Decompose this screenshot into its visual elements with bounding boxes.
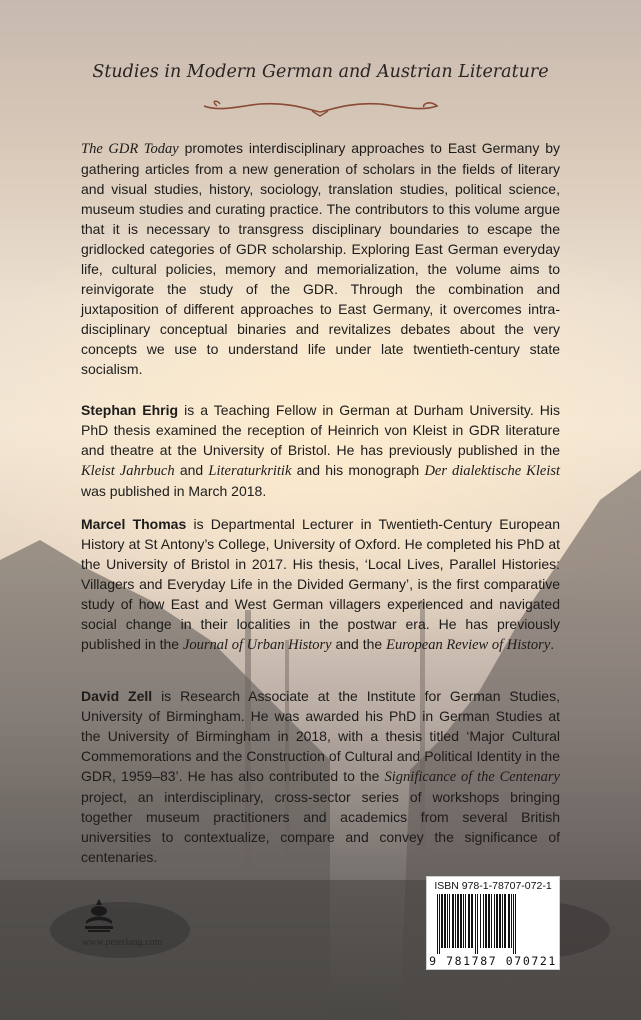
barcode-bar — [494, 894, 495, 948]
barcode-bar — [480, 894, 481, 948]
barcode-bar — [502, 894, 503, 948]
monograph-title: Der dialektische Kleist — [424, 463, 561, 479]
barcode-bar — [508, 894, 510, 948]
publication-title: European Review of History — [386, 637, 551, 653]
bio-text: and — [174, 462, 209, 478]
book-description — [81, 138, 560, 379]
barcode-bar — [485, 894, 487, 948]
barcode-bar — [447, 894, 448, 948]
bio-text: . — [550, 636, 555, 652]
barcode-number: 9 781787 070721 — [429, 954, 557, 968]
publisher-url[interactable]: www.peterlang.com — [82, 937, 163, 948]
barcode-bar — [483, 894, 484, 948]
barcode-bar — [460, 894, 462, 948]
bio-text: was published in March 2018. — [81, 483, 267, 499]
barcode-bar — [452, 894, 454, 948]
project-title: Significance of the Centenary — [384, 769, 560, 785]
bio-marcel-thomas — [81, 514, 560, 655]
barcode-bar — [511, 894, 512, 948]
bio-name: David Zell — [81, 688, 153, 704]
barcode-guard-bar — [515, 894, 516, 954]
barcode-bar — [455, 894, 456, 948]
barcode-bar — [496, 894, 498, 948]
barcode-bar — [457, 894, 459, 948]
series-title: Studies in Modern German and Austrian Literature — [92, 62, 549, 82]
bio-text: project, an interdisciplinary, cross-sector series of workshops bringing together museum practitioners and academics from several British universities to contextualize, compare and convey the significance of centenaries. — [81, 789, 560, 865]
barcode-bar — [491, 894, 492, 948]
publication-title: Literaturkritik — [208, 463, 292, 479]
barcode-bar — [465, 894, 466, 948]
book-title: The GDR Today — [81, 141, 179, 157]
barcode-bar — [463, 894, 464, 948]
barcode-bar — [499, 894, 501, 948]
barcode-guard-bar — [437, 894, 438, 954]
isbn-barcode — [426, 876, 560, 970]
bio-text: and his monograph — [291, 462, 425, 478]
description-text: promotes interdisciplinary approaches to East Germany by gathering articles from a new generation of scholars in the fields of literary and visual studies, history, sociology, translation studies, political science, museum studies and curating practice. The contributors to this volume argue that it is necessary to transgress disciplinary boundaries to escape the gridlocked categories of GDR scholarship. Exploring East German everyday life, cultural policies, memory and memorialization, the volume aims to reinvigorate the study of the GDR. Through the combination and juxtaposition of different approaches to East Germany, it overcomes intra-disciplinary conceptual binaries and revitalizes debates about the very concepts we use to understand life under late twentieth-century state socialism. — [81, 140, 560, 377]
isbn-label: ISBN 978-1-78707-072-1 — [434, 880, 552, 892]
bio-text: is Departmental Lecturer in Twentieth-Century European History at St Antony’s College, University of Oxford. He completed his PhD at the University of Bristol in 2017. His thesis, ‘Local Lives, Parallel Histories: Villagers and Everyday Life in the Divided Germany’, is the first comparative study of how East and West German villagers experienced and navigated social change in their localities in the postwar era. He has previously published in the — [81, 516, 560, 652]
barcode-guard-bar — [513, 894, 514, 954]
barcode-guard-bar — [475, 894, 476, 954]
barcode-guard-bar — [439, 894, 440, 954]
barcode-bar — [449, 894, 450, 948]
barcode-bar — [444, 894, 446, 948]
barcode-bar — [488, 894, 490, 948]
barcode-bars — [433, 894, 553, 954]
bio-name: Stephan Ehrig — [81, 402, 179, 418]
bio-stephan-ehrig — [81, 400, 560, 501]
ornamental-divider — [200, 92, 441, 118]
barcode-bar — [504, 894, 506, 948]
bio-name: Marcel Thomas — [81, 516, 187, 532]
bio-text: and the — [331, 636, 387, 652]
barcode-bar — [471, 894, 473, 948]
barcode-guard-bar — [477, 894, 478, 954]
barcode-bar — [468, 894, 470, 948]
publication-title: Journal of Urban History — [182, 637, 332, 653]
bio-text: is Research Associate at the Institute for German Studies, University of Birmingham. He was awarded his PhD in German Studies at the University of Birmingham in 2018, with a thesis titled ‘Major Cultural Commemorations and the Construction of Cultural and Political Identity in the GDR, 1959–83’. He has also contributed to the — [81, 688, 560, 784]
publication-title: Kleist Jahrbuch — [81, 463, 175, 479]
publisher-logo-icon — [82, 897, 116, 933]
bio-text: is a Teaching Fellow in German at Durham University. His PhD thesis examined the reception of Heinrich von Kleist in GDR literature and theatre at the University of Bristol. He has previously published in the — [81, 402, 560, 458]
barcode-bar — [441, 894, 443, 948]
bio-david-zell — [81, 686, 560, 867]
